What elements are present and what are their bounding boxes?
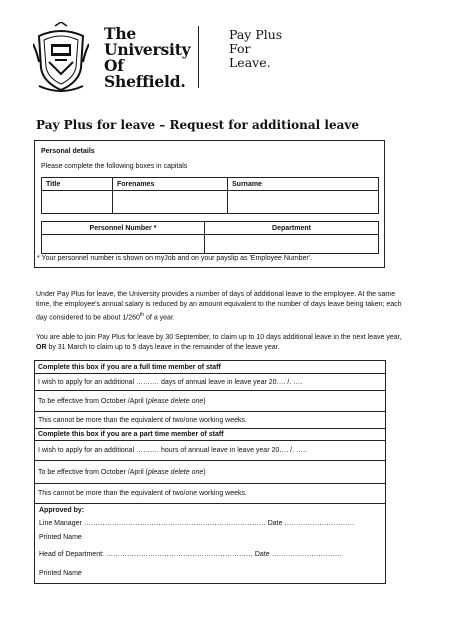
personnel-footnote: * Your personnel number is shown on myJob and on your payslip as 'Employee Number'. xyxy=(37,255,313,262)
delete-note: please delete one xyxy=(147,468,204,476)
personnel-number-field[interactable] xyxy=(42,235,205,254)
ordinal-suffix: th xyxy=(139,312,145,318)
explanation-text: Under Pay Plus for leave, the University provides a number of days of additional leave to the employee. At the same time, the employee's annual salary is reduced by an amount equivalent to the number of days leave being taken; each day considered to be about 1/260 xyxy=(36,291,402,322)
application-boxes xyxy=(34,360,386,584)
deadline-text-b: by 31 March to claim up to 5 days leave in the remainder of the leave year. xyxy=(46,344,280,351)
wordmark-line: Sheffield. xyxy=(104,72,186,91)
printed-name-1[interactable]: Printed Name xyxy=(39,534,82,541)
approval-heading: Approved by: xyxy=(39,507,85,514)
personnel-number-header: Personnel Number * xyxy=(42,222,205,235)
brand-line: Pay Plus xyxy=(229,27,283,42)
surname-field[interactable] xyxy=(228,191,379,214)
explanation-tail: of a year. xyxy=(144,314,175,322)
personnel-table xyxy=(41,221,379,254)
fulltime-limit-line: This cannot be more than the equivalent of two/one working weeks. xyxy=(35,412,385,429)
forenames-header: Forenames xyxy=(113,178,228,191)
university-wordmark xyxy=(104,26,191,90)
scheme-brand xyxy=(229,28,282,70)
brand-line: Leave. xyxy=(229,55,271,70)
title-field[interactable] xyxy=(42,191,113,214)
or-emphasis: OR xyxy=(36,344,47,351)
fulltime-effective-line[interactable] xyxy=(35,391,385,412)
name-table xyxy=(41,177,379,214)
wordmark-line: University xyxy=(104,40,191,59)
parttime-limit-line: This cannot be more than the equivalent of two/one working weeks. xyxy=(35,484,385,504)
department-field[interactable] xyxy=(205,235,379,254)
fulltime-heading: Complete this box if you are a full time member of staff xyxy=(35,361,385,374)
capitals-instruction: Please complete the following boxes in capitals xyxy=(41,163,188,170)
delete-note: please delete one xyxy=(147,397,204,405)
parttime-apply-line[interactable]: I wish to apply for an additional ………. hours of annual leave in leave year 20…. /. ….. xyxy=(35,441,385,461)
university-crest-logo xyxy=(33,22,89,94)
parttime-heading: Complete this box if you are a part time member of staff xyxy=(35,429,385,441)
document-title: Pay Plus for leave – Request for additional leave xyxy=(36,118,359,132)
pay-plus-explanation xyxy=(36,290,411,323)
effective-close: ) xyxy=(203,468,206,476)
printed-name-2[interactable]: Printed Name xyxy=(39,570,82,577)
personal-details-heading: Personal details xyxy=(41,148,95,155)
deadline-text-a: You are able to join Pay Plus for leave by 30 September, to claim up to 10 days additional leave in the next leave year, xyxy=(36,334,402,341)
forenames-field[interactable] xyxy=(113,191,228,214)
wordmark-line: The xyxy=(104,24,137,43)
line-manager-line[interactable]: Line Manager …………………………………………………………………… Date ………………………… xyxy=(39,520,355,527)
header-divider xyxy=(198,26,199,88)
parttime-effective-line[interactable] xyxy=(35,461,385,484)
fulltime-apply-line[interactable]: I wish to apply for an additional ………. days of annual leave in leave year 20…. /. …. xyxy=(35,374,385,391)
title-header: Title xyxy=(42,178,113,191)
effective-text: To be effective from October /April ( xyxy=(38,397,148,405)
approval-section xyxy=(35,504,385,583)
surname-header: Surname xyxy=(228,178,379,191)
wordmark-line: Of xyxy=(104,56,124,75)
effective-close: ) xyxy=(203,397,206,405)
brand-line: For xyxy=(229,41,251,56)
department-header: Department xyxy=(205,222,379,235)
deadline-paragraph xyxy=(36,333,411,353)
effective-text: To be effective from October /April ( xyxy=(38,468,148,476)
head-of-department-line[interactable]: Head of Department: ……………………………………………………… Date ………………………… xyxy=(39,551,342,558)
